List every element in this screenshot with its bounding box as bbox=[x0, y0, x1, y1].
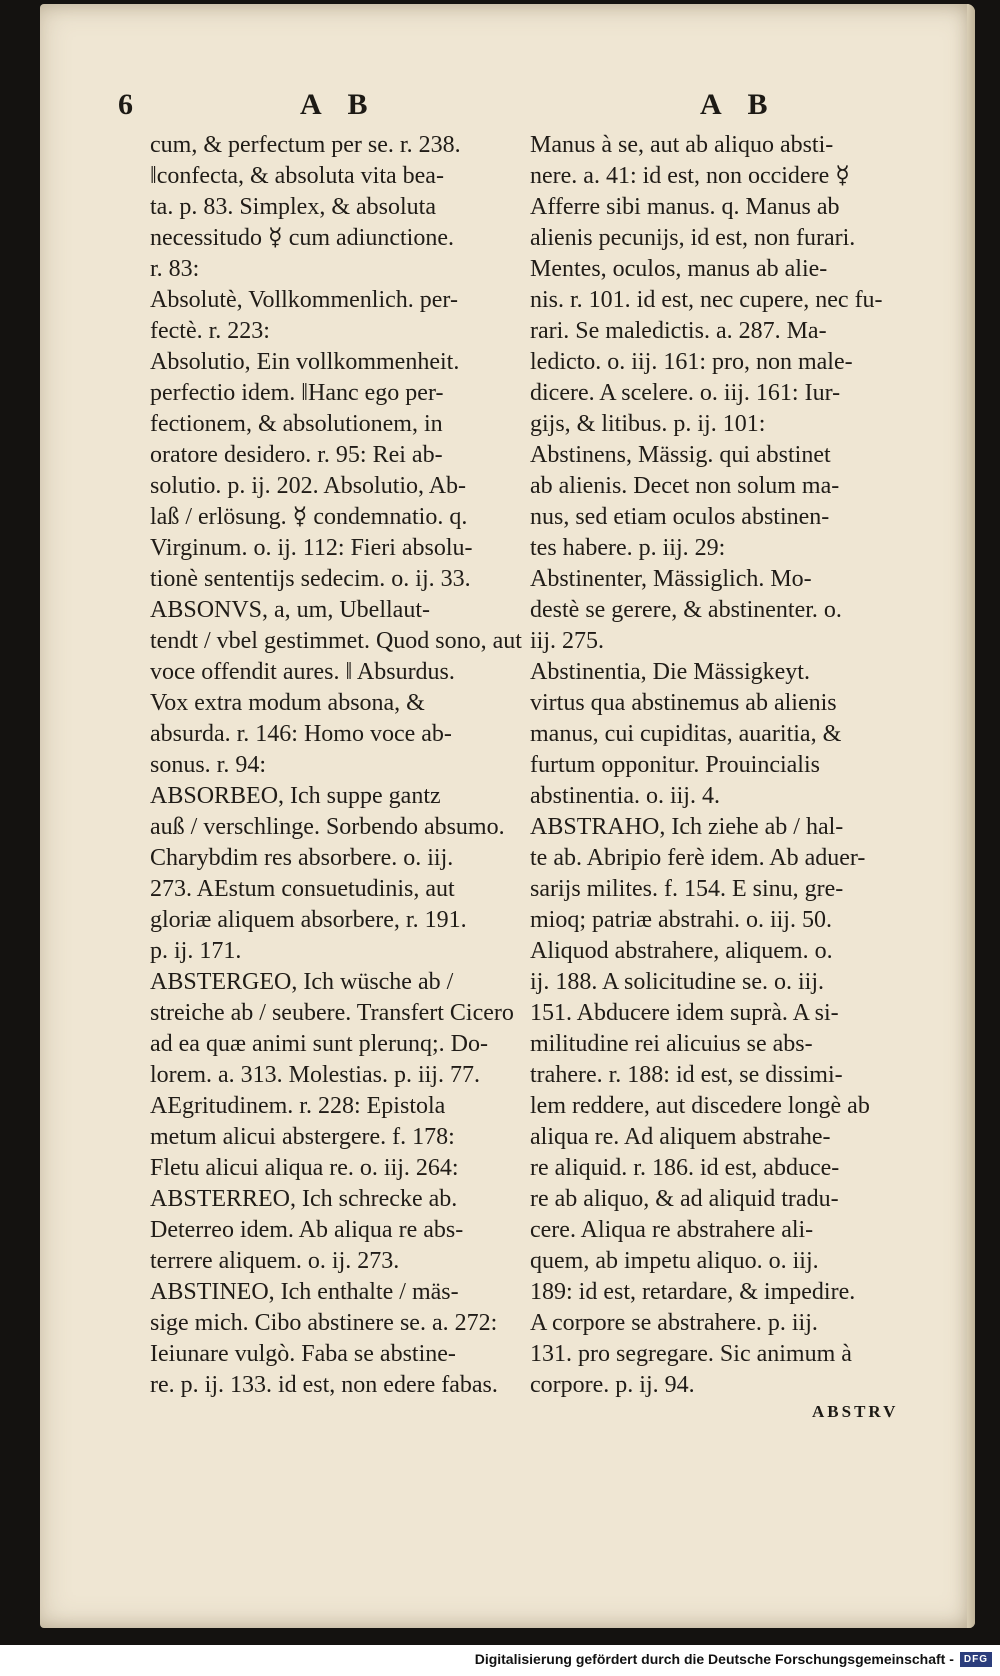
text-line: Ieiunare vulgò. Faba se abstine- bbox=[150, 1341, 456, 1367]
text-line: ad ea quæ animi sunt plerunq;. Do- bbox=[150, 1031, 488, 1057]
text-line: nere. a. 41: id est, non occidere ☿ bbox=[530, 163, 850, 189]
text-line: nus, sed etiam oculos abstinen- bbox=[530, 504, 830, 530]
text-line: metum alicui abstergere. f. 178: bbox=[150, 1124, 455, 1150]
text-line: Vox extra modum absona, & bbox=[150, 690, 425, 716]
footer-bar bbox=[0, 1645, 1000, 1676]
catchword: ABSTRV bbox=[812, 1402, 899, 1421]
text-line: corpore. p. ij. 94. bbox=[530, 1372, 695, 1398]
text-line: fectè. r. 223: bbox=[150, 318, 270, 344]
text-line: Abstinenter, Mässiglich. Mo- bbox=[530, 566, 812, 592]
text-line: alienis pecunijs, id est, non furari. bbox=[530, 225, 856, 251]
text-line: te ab. Abripio ferè idem. Ab aduer- bbox=[530, 845, 866, 871]
text-line: streiche ab / seubere. Transfert Cicero bbox=[150, 1000, 514, 1026]
text-line: oratore desidero. r. 95: Rei ab- bbox=[150, 442, 443, 468]
text-line: re ab aliquo, & ad aliquid tradu- bbox=[530, 1186, 839, 1212]
text-line: militudine rei alicuius se abs- bbox=[530, 1031, 813, 1057]
text-line: abstinentia. o. iij. 4. bbox=[530, 783, 720, 809]
text-line: Aliquod abstrahere, aliquem. o. bbox=[530, 938, 833, 964]
text-line: Absolutè, Vollkommenlich. per- bbox=[150, 287, 458, 313]
funding-text: Digitalisierung gefördert durch die Deutsche Forschungsgemeinschaft - bbox=[474, 1651, 954, 1667]
text-line: A corpore se abstrahere. p. iij. bbox=[530, 1310, 818, 1336]
running-head-right: A B bbox=[700, 88, 778, 121]
text-line: voce offendit aures. ‖ Absurdus. bbox=[150, 659, 455, 685]
funding-notice bbox=[475, 1651, 992, 1667]
text-line: virtus qua abstinemus ab alienis bbox=[530, 690, 837, 716]
text-line: Charybdim res absorbere. o. iij. bbox=[150, 845, 454, 871]
dfg-logo: DFG bbox=[960, 1652, 992, 1667]
text-line: auß / verschlinge. Sorbendo absumo. bbox=[150, 814, 505, 840]
text-line: sige mich. Cibo abstinere se. a. 272: bbox=[150, 1310, 498, 1336]
right-column bbox=[530, 130, 915, 1401]
text-line: lorem. a. 313. Molestias. p. iij. 77. bbox=[150, 1062, 480, 1088]
text-line: nis. r. 101. id est, nec cupere, nec fu- bbox=[530, 287, 883, 313]
text-line: Fletu alicui aliqua re. o. iij. 264: bbox=[150, 1155, 459, 1181]
text-line: p. ij. 171. bbox=[150, 938, 242, 964]
text-line: Afferre sibi manus. q. Manus ab bbox=[530, 194, 840, 220]
left-column bbox=[150, 130, 530, 1401]
text-line: manus, cui cupiditas, auaritia, & bbox=[530, 721, 842, 747]
text-line: Absolutio, Ein vollkommenheit. bbox=[150, 349, 460, 375]
text-line: cum, & perfectum per se. r. 238. bbox=[150, 132, 461, 158]
text-line: Manus à se, aut ab aliquo absti- bbox=[530, 132, 834, 158]
text-line: ABSTINEO, Ich enthalte / mäs- bbox=[150, 1279, 459, 1305]
text-line: destè se gerere, & abstinenter. o. bbox=[530, 597, 842, 623]
text-line: trahere. r. 188: id est, se dissimi- bbox=[530, 1062, 843, 1088]
text-line: furtum opponitur. Prouincialis bbox=[530, 752, 820, 778]
text-line: laß / erlösung. ☿ condemnatio. q. bbox=[150, 504, 468, 530]
text-line: cere. Aliqua re abstrahere ali- bbox=[530, 1217, 814, 1243]
text-line: re. p. ij. 133. id est, non edere fabas. bbox=[150, 1372, 498, 1398]
text-line: dicere. A scelere. o. iij. 161: Iur- bbox=[530, 380, 841, 406]
text-line: sonus. r. 94: bbox=[150, 752, 267, 778]
text-line: 151. Abducere idem suprà. A si- bbox=[530, 1000, 839, 1026]
page-fore-edge bbox=[967, 4, 975, 1628]
text-line: absurda. r. 146: Homo voce ab- bbox=[150, 721, 452, 747]
text-line: quem, ab impetu aliquo. o. iij. bbox=[530, 1248, 819, 1274]
text-line: terrere aliquem. o. ij. 273. bbox=[150, 1248, 400, 1274]
text-line: Deterreo idem. Ab aliqua re abs- bbox=[150, 1217, 464, 1243]
text-line: gijs, & litibus. p. ij. 101: bbox=[530, 411, 766, 437]
text-line: lem reddere, aut discedere longè ab bbox=[530, 1093, 870, 1119]
text-line: mioq; patriæ abstrahi. o. iij. 50. bbox=[530, 907, 832, 933]
text-line: ABSTRAHO, Ich ziehe ab / hal- bbox=[530, 814, 844, 840]
text-line: 131. pro segregare. Sic animum à bbox=[530, 1341, 852, 1367]
text-line: sarijs milites. f. 154. E sinu, gre- bbox=[530, 876, 844, 902]
text-line: ABSTERREO, Ich schrecke ab. bbox=[150, 1186, 458, 1212]
text-line: Abstinentia, Die Mässigkeyt. bbox=[530, 659, 810, 685]
text-line: ABSONVS, a, um, Ubellaut- bbox=[150, 597, 430, 623]
text-line: aliqua re. Ad aliquem abstrahe- bbox=[530, 1124, 831, 1150]
text-line: tes habere. p. iij. 29: bbox=[530, 535, 726, 561]
text-line: iij. 275. bbox=[530, 628, 605, 654]
text-line: necessitudo ☿ cum adiunctione. bbox=[150, 225, 454, 251]
text-line: fectionem, & absolutionem, in bbox=[150, 411, 443, 437]
text-line: ij. 188. A solicitudine se. o. iij. bbox=[530, 969, 824, 995]
text-line: 273. AEstum consuetudinis, aut bbox=[150, 876, 455, 902]
text-line: tionè sententijs sedecim. o. ij. 33. bbox=[150, 566, 471, 592]
text-line: r. 83: bbox=[150, 256, 200, 282]
text-line: Virginum. o. ij. 112: Fieri absolu- bbox=[150, 535, 473, 561]
text-line: re aliquid. r. 186. id est, abduce- bbox=[530, 1155, 840, 1181]
text-line: 189: id est, retardare, & impedire. bbox=[530, 1279, 856, 1305]
text-line: perfectio idem. ‖Hanc ego per- bbox=[150, 380, 444, 406]
text-line: rari. Se maledictis. a. 287. Ma- bbox=[530, 318, 827, 344]
text-line: solutio. p. ij. 202. Absolutio, Ab- bbox=[150, 473, 467, 499]
text-line: ABSORBEO, Ich suppe gantz bbox=[150, 783, 441, 809]
text-line: ABSTERGEO, Ich wüsche ab / bbox=[150, 969, 454, 995]
running-head-left: A B bbox=[300, 88, 378, 121]
text-line: gloriæ aliquem absorbere, r. 191. bbox=[150, 907, 467, 933]
text-line: ledicto. o. iij. 161: pro, non male- bbox=[530, 349, 853, 375]
text-line: tendt / vbel gestimmet. Quod sono, aut bbox=[150, 628, 522, 654]
text-line: ta. p. 83. Simplex, & absoluta bbox=[150, 194, 436, 220]
text-line: ab alienis. Decet non solum ma- bbox=[530, 473, 840, 499]
text-line: Mentes, oculos, manus ab alie- bbox=[530, 256, 828, 282]
text-line: Abstinens, Mässig. qui abstinet bbox=[530, 442, 831, 468]
text-line: ‖confecta, & absoluta vita bea- bbox=[150, 163, 444, 189]
page-number: 6 bbox=[118, 88, 133, 121]
text-line: AEgritudinem. r. 228: Epistola bbox=[150, 1093, 446, 1119]
